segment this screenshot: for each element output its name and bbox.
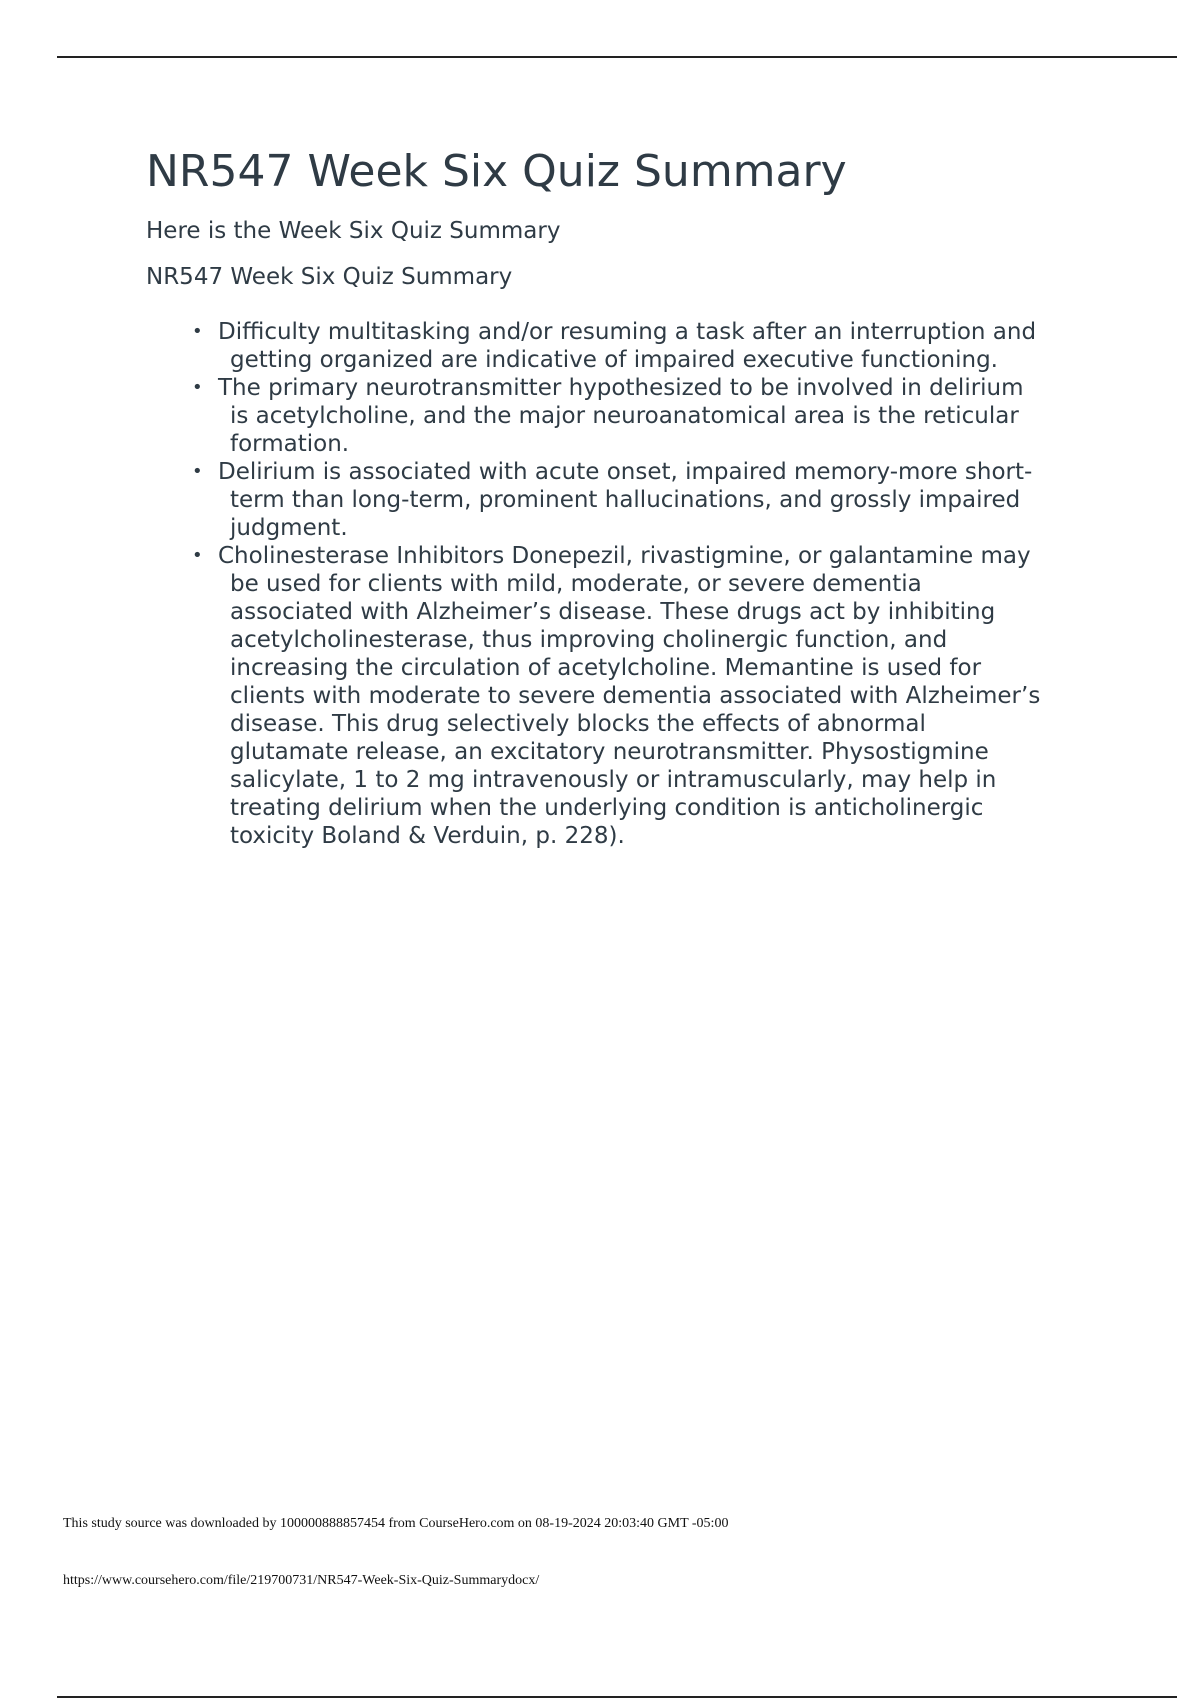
bullet-icon: • (192, 321, 203, 342)
bullet-icon: • (192, 377, 203, 398)
list-item-line: toxicity Boland & Verduin, p. 228). (230, 823, 625, 849)
list-item-line: term than long-term, prominent hallucinations, and grossly impaired (230, 487, 1021, 513)
list-item-line: be used for clients with mild, moderate, or severe dementia (230, 571, 922, 597)
list-item (192, 458, 1106, 542)
list-item-line: treating delirium when the underlying condition is anticholinergic (230, 795, 984, 821)
top-divider (57, 56, 1177, 58)
download-source-note: This study source was downloaded by 100000888857454 from CourseHero.com on 08-19-2024 20:03:40 GMT -05:00 (63, 1516, 729, 1531)
document-body (146, 142, 1106, 850)
intro-text: Here is the Week Six Quiz Summary (146, 218, 561, 244)
source-url-link[interactable]: https://www.coursehero.com/file/219700731/NR547-Week-Six-Quiz-Summarydocx/ (63, 1573, 540, 1588)
list-item-line: increasing the circulation of acetylcholine. Memantine is used for (230, 655, 982, 681)
list-item-line: glutamate release, an excitatory neurotransmitter. Physostigmine (230, 739, 989, 765)
list-item-line: formation. (230, 431, 350, 457)
summary-list (146, 318, 1106, 850)
list-item-line: associated with Alzheimer’s disease. These drugs act by inhibiting (230, 599, 996, 625)
list-item-line: acetylcholinesterase, thus improving cholinergic function, and (230, 627, 948, 653)
bullet-icon: • (192, 461, 203, 482)
list-item (192, 542, 1106, 850)
list-item (192, 374, 1106, 458)
list-item-line: salicylate, 1 to 2 mg intravenously or intramuscularly, may help in (230, 767, 997, 793)
list-item-line: is acetylcholine, and the major neuroanatomical area is the reticular (230, 403, 1019, 429)
list-item-line: judgment. (230, 515, 348, 541)
list-item-line: clients with moderate to severe dementia associated with Alzheimer’s (230, 683, 1041, 709)
bullet-icon: • (192, 545, 203, 566)
list-item-line: Cholinesterase Inhibitors Donepezil, rivastigmine, or galantamine may (218, 543, 1031, 569)
list-item-line: disease. This drug selectively blocks the effects of abnormal (230, 711, 926, 737)
page-title: NR547 Week Six Quiz Summary (146, 146, 847, 197)
list-item-line: The primary neurotransmitter hypothesized to be involved in delirium (218, 375, 1024, 401)
subtitle-text: NR547 Week Six Quiz Summary (146, 264, 513, 290)
list-item (192, 318, 1106, 374)
bottom-divider (57, 1696, 1177, 1698)
list-item-line: getting organized are indicative of impaired executive functioning. (230, 347, 998, 373)
list-item-line: Delirium is associated with acute onset, impaired memory-more short- (218, 459, 1033, 485)
list-item-line: Difficulty multitasking and/or resuming a task after an interruption and (218, 319, 1037, 345)
